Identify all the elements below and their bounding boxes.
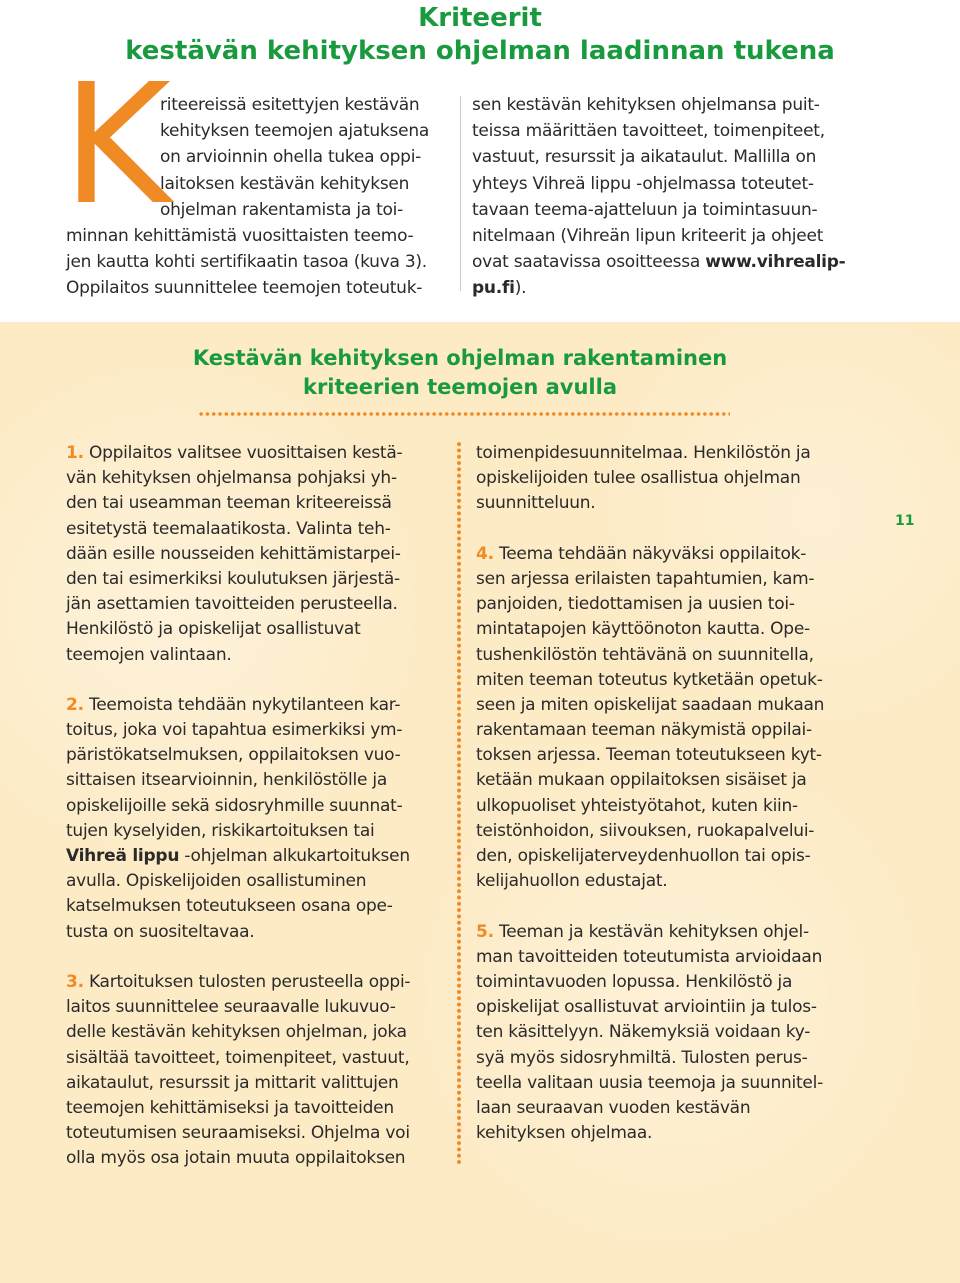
step-1-line: jän asettamien tavoitteiden perusteella. xyxy=(66,594,398,615)
step-2-line: tujen kyselyiden, riskikartoituksen tai xyxy=(66,820,375,841)
intro-line: teissa määrittäen tavoitteet, toimenpiteet, xyxy=(472,121,825,142)
step-4-line: teistönhoidon, siivouksen, ruokapalvelui- xyxy=(476,820,815,841)
step-2-line: tusta on suositeltavaa. xyxy=(66,921,255,942)
step-5-line: kehityksen ohjelmaa. xyxy=(476,1123,653,1144)
step-4-line: toksen arjessa. Teeman toteutukseen kyt- xyxy=(476,745,822,766)
step-1-line xyxy=(66,441,410,466)
step-4-line: rakentamaan teeman näkymistä oppilai- xyxy=(476,720,812,741)
step-number: 4. xyxy=(476,543,494,564)
intro-line: minnan kehittämistä vuosittaisten teemo- xyxy=(66,225,414,246)
step-5-line: teella valitaan uusia teemoja ja suunnitel- xyxy=(476,1072,823,1093)
step-text: Teemoista tehdään nykytilanteen kar- xyxy=(83,694,401,715)
step-2-line: toitus, joka voi tapahtua esimerkiksi ym- xyxy=(66,720,403,741)
step-1-line: vän kehityksen ohjelmansa pohjaksi yh- xyxy=(66,468,397,489)
step-4-line: sen arjessa erilaisten tapahtumien, kam- xyxy=(476,568,815,589)
step-text: Oppilaitos valitsee vuosittaisen kestä- xyxy=(83,443,403,463)
drop-cap: K xyxy=(62,49,171,242)
step-2-line: sittaisen itsearvioinnin, henkilöstölle ja xyxy=(66,770,387,791)
step-4-line: mintatapojen käyttöönoton kautta. Ope- xyxy=(476,619,810,640)
intro-text: ). xyxy=(514,278,527,299)
intro-line: Oppilaitos suunnittelee teemojen toteutuk- xyxy=(66,278,423,299)
url-link[interactable]: www.vihrealip- xyxy=(705,252,846,273)
step-3-line: opiskelijoiden tulee osallistua ohjelman xyxy=(476,468,801,489)
section-title-line-2: kriteerien teemojen avulla xyxy=(302,375,617,399)
step-1-line: Henkilöstö ja opiskelijat osallistuvat xyxy=(66,619,361,640)
step-number: 2. xyxy=(66,694,84,715)
step-2-line xyxy=(66,693,410,718)
step-5-line: ten käsittelyyn. Näkemyksiä voidaan ky- xyxy=(476,1022,811,1043)
step-3-line: delle kestävän kehityksen ohjelman, joka xyxy=(66,1022,407,1043)
intro-right-column xyxy=(472,92,872,302)
step-2-line: opiskelijoille sekä sidosryhmille suunnat- xyxy=(66,795,403,816)
title-line-1: Kriteerit xyxy=(418,3,542,33)
step-1-line: dään esille nousseiden kehittämistarpei- xyxy=(66,543,401,564)
intro-line: kehityksen teemojen ajatuksena xyxy=(160,121,430,142)
step-2-line: katselmuksen toteutukseen osana ope- xyxy=(66,896,393,917)
step-1-line: esitetystä teemalaatikosta. Valinta teh- xyxy=(66,518,391,539)
steps-right-column xyxy=(476,441,824,1146)
step-3-line: teemojen kehittämiseksi ja tavoitteiden xyxy=(66,1097,394,1118)
column-divider xyxy=(460,96,461,291)
step-3-line: laitos suunnittelee seuraavalle lukuvuo- xyxy=(66,997,396,1018)
step-3-line xyxy=(66,970,410,995)
step-4-line xyxy=(476,542,824,567)
intro-line: yhteys Vihreä lippu -ohjelmassa toteutet- xyxy=(472,173,814,194)
intro-line: ohjelman rakentamista ja toi- xyxy=(160,199,404,220)
step-text: Teema tehdään näkyväksi oppilaitok- xyxy=(493,543,807,564)
intro-line: tavaan teema-ajatteluun ja toimintasuun- xyxy=(472,199,818,220)
step-2-line: päristökatselmuksen, oppilaitoksen vuo- xyxy=(66,745,401,766)
intro-line: riteereissä esitettyjen kestävän xyxy=(160,95,420,115)
intro-line: sen kestävän kehityksen ohjelmansa puit- xyxy=(472,95,820,115)
intro-line: vastuut, resurssit ja aikataulut. Mallilla on xyxy=(472,147,817,168)
step-1-line: teemojen valintaan. xyxy=(66,644,232,665)
intro-line: jen kautta kohti sertifikaatin tasoa (kuva 3). xyxy=(66,252,427,273)
step-4-line: seen ja miten opiskelijat saadaan mukaan xyxy=(476,694,825,715)
step-5-line: opiskelijat osallistuvat arviointiin ja tulos- xyxy=(476,997,817,1018)
title-line-2: kestävän kehityksen ohjelman laadinnan tukena xyxy=(125,36,835,66)
program-name: Vihreä lippu xyxy=(66,846,180,866)
step-5-line: man tavoitteiden toteutumista arvioidaan xyxy=(476,946,823,967)
section-title-line-1: Kestävän kehityksen ohjelman rakentaminen xyxy=(192,346,728,370)
step-number: 5. xyxy=(476,921,494,942)
step-3-line: aikataulut, resurssit ja mittarit valittujen xyxy=(66,1072,399,1093)
step-2-line xyxy=(66,844,410,869)
step-number: 3. xyxy=(66,971,84,992)
intro-line: laitoksen kestävän kehityksen xyxy=(160,173,410,194)
intro-left-column xyxy=(66,92,456,302)
step-5-line xyxy=(476,920,824,945)
step-text: Kartoituksen tulosten perusteella oppi- xyxy=(83,971,411,992)
intro-line: nitelmaan (Vihreän lipun kriteerit ja ohjeet xyxy=(472,225,824,246)
step-text: Teeman ja kestävän kehityksen ohjel- xyxy=(493,921,809,942)
intro-line: on arvioinnin ohella tukea oppi- xyxy=(160,147,422,168)
step-1-line: den tai useamman teeman kriteereissä xyxy=(66,493,392,514)
step-3-line: olla myös osa jotain muuta oppilaitoksen xyxy=(66,1148,406,1169)
dotted-divider xyxy=(198,411,730,417)
step-2-line: avulla. Opiskelijoiden osallistuminen xyxy=(66,871,367,892)
step-number: 1. xyxy=(66,443,84,463)
dotted-column-divider xyxy=(456,441,462,1165)
step-4-line: kelijahuollon edustajat. xyxy=(476,871,668,892)
step-5-line: laan seuraavan vuoden kestävän xyxy=(476,1097,751,1118)
url-link-cont[interactable]: pu.fi xyxy=(472,278,515,299)
step-3-line: sisältää tavoitteet, toimenpiteet, vastuut, xyxy=(66,1047,410,1068)
intro-line xyxy=(472,249,872,275)
step-4-line: ketään mukaan oppilaitoksen sisäiset ja xyxy=(476,770,807,791)
step-5-line: syä myös sidosryhmiltä. Tulosten perus- xyxy=(476,1047,808,1068)
step-text: -ohjelman alkukartoituksen xyxy=(179,846,410,866)
step-4-line: panjoiden, tiedottamisen ja uusien toi- xyxy=(476,594,795,615)
section-title xyxy=(0,344,920,402)
step-5-line: toimintavuoden lopussa. Henkilöstö ja xyxy=(476,971,793,992)
step-3-line: toteutumisen seuraamiseksi. Ohjelma voi xyxy=(66,1123,410,1144)
page-number: 11 xyxy=(895,513,915,529)
step-4-line: den, opiskelijaterveydenhuollon tai opis- xyxy=(476,846,811,866)
step-3-line: toimenpidesuunnitelmaa. Henkilöstön ja xyxy=(476,443,811,463)
steps-left-column xyxy=(66,441,410,1171)
intro-line xyxy=(472,275,872,301)
step-4-line: tushenkilöstön tehtävänä on suunnitella, xyxy=(476,644,814,665)
step-3-line: suunnitteluun. xyxy=(476,493,596,514)
step-1-line: den tai esimerkiksi koulutuksen järjestä- xyxy=(66,568,400,589)
step-4-line: ulkopuoliset yhteistyötahot, kuten kiin- xyxy=(476,795,798,816)
intro-text: ovat saatavissa osoitteessa xyxy=(472,252,706,273)
step-4-line: miten teeman toteutus kytketään opetuk- xyxy=(476,669,823,690)
